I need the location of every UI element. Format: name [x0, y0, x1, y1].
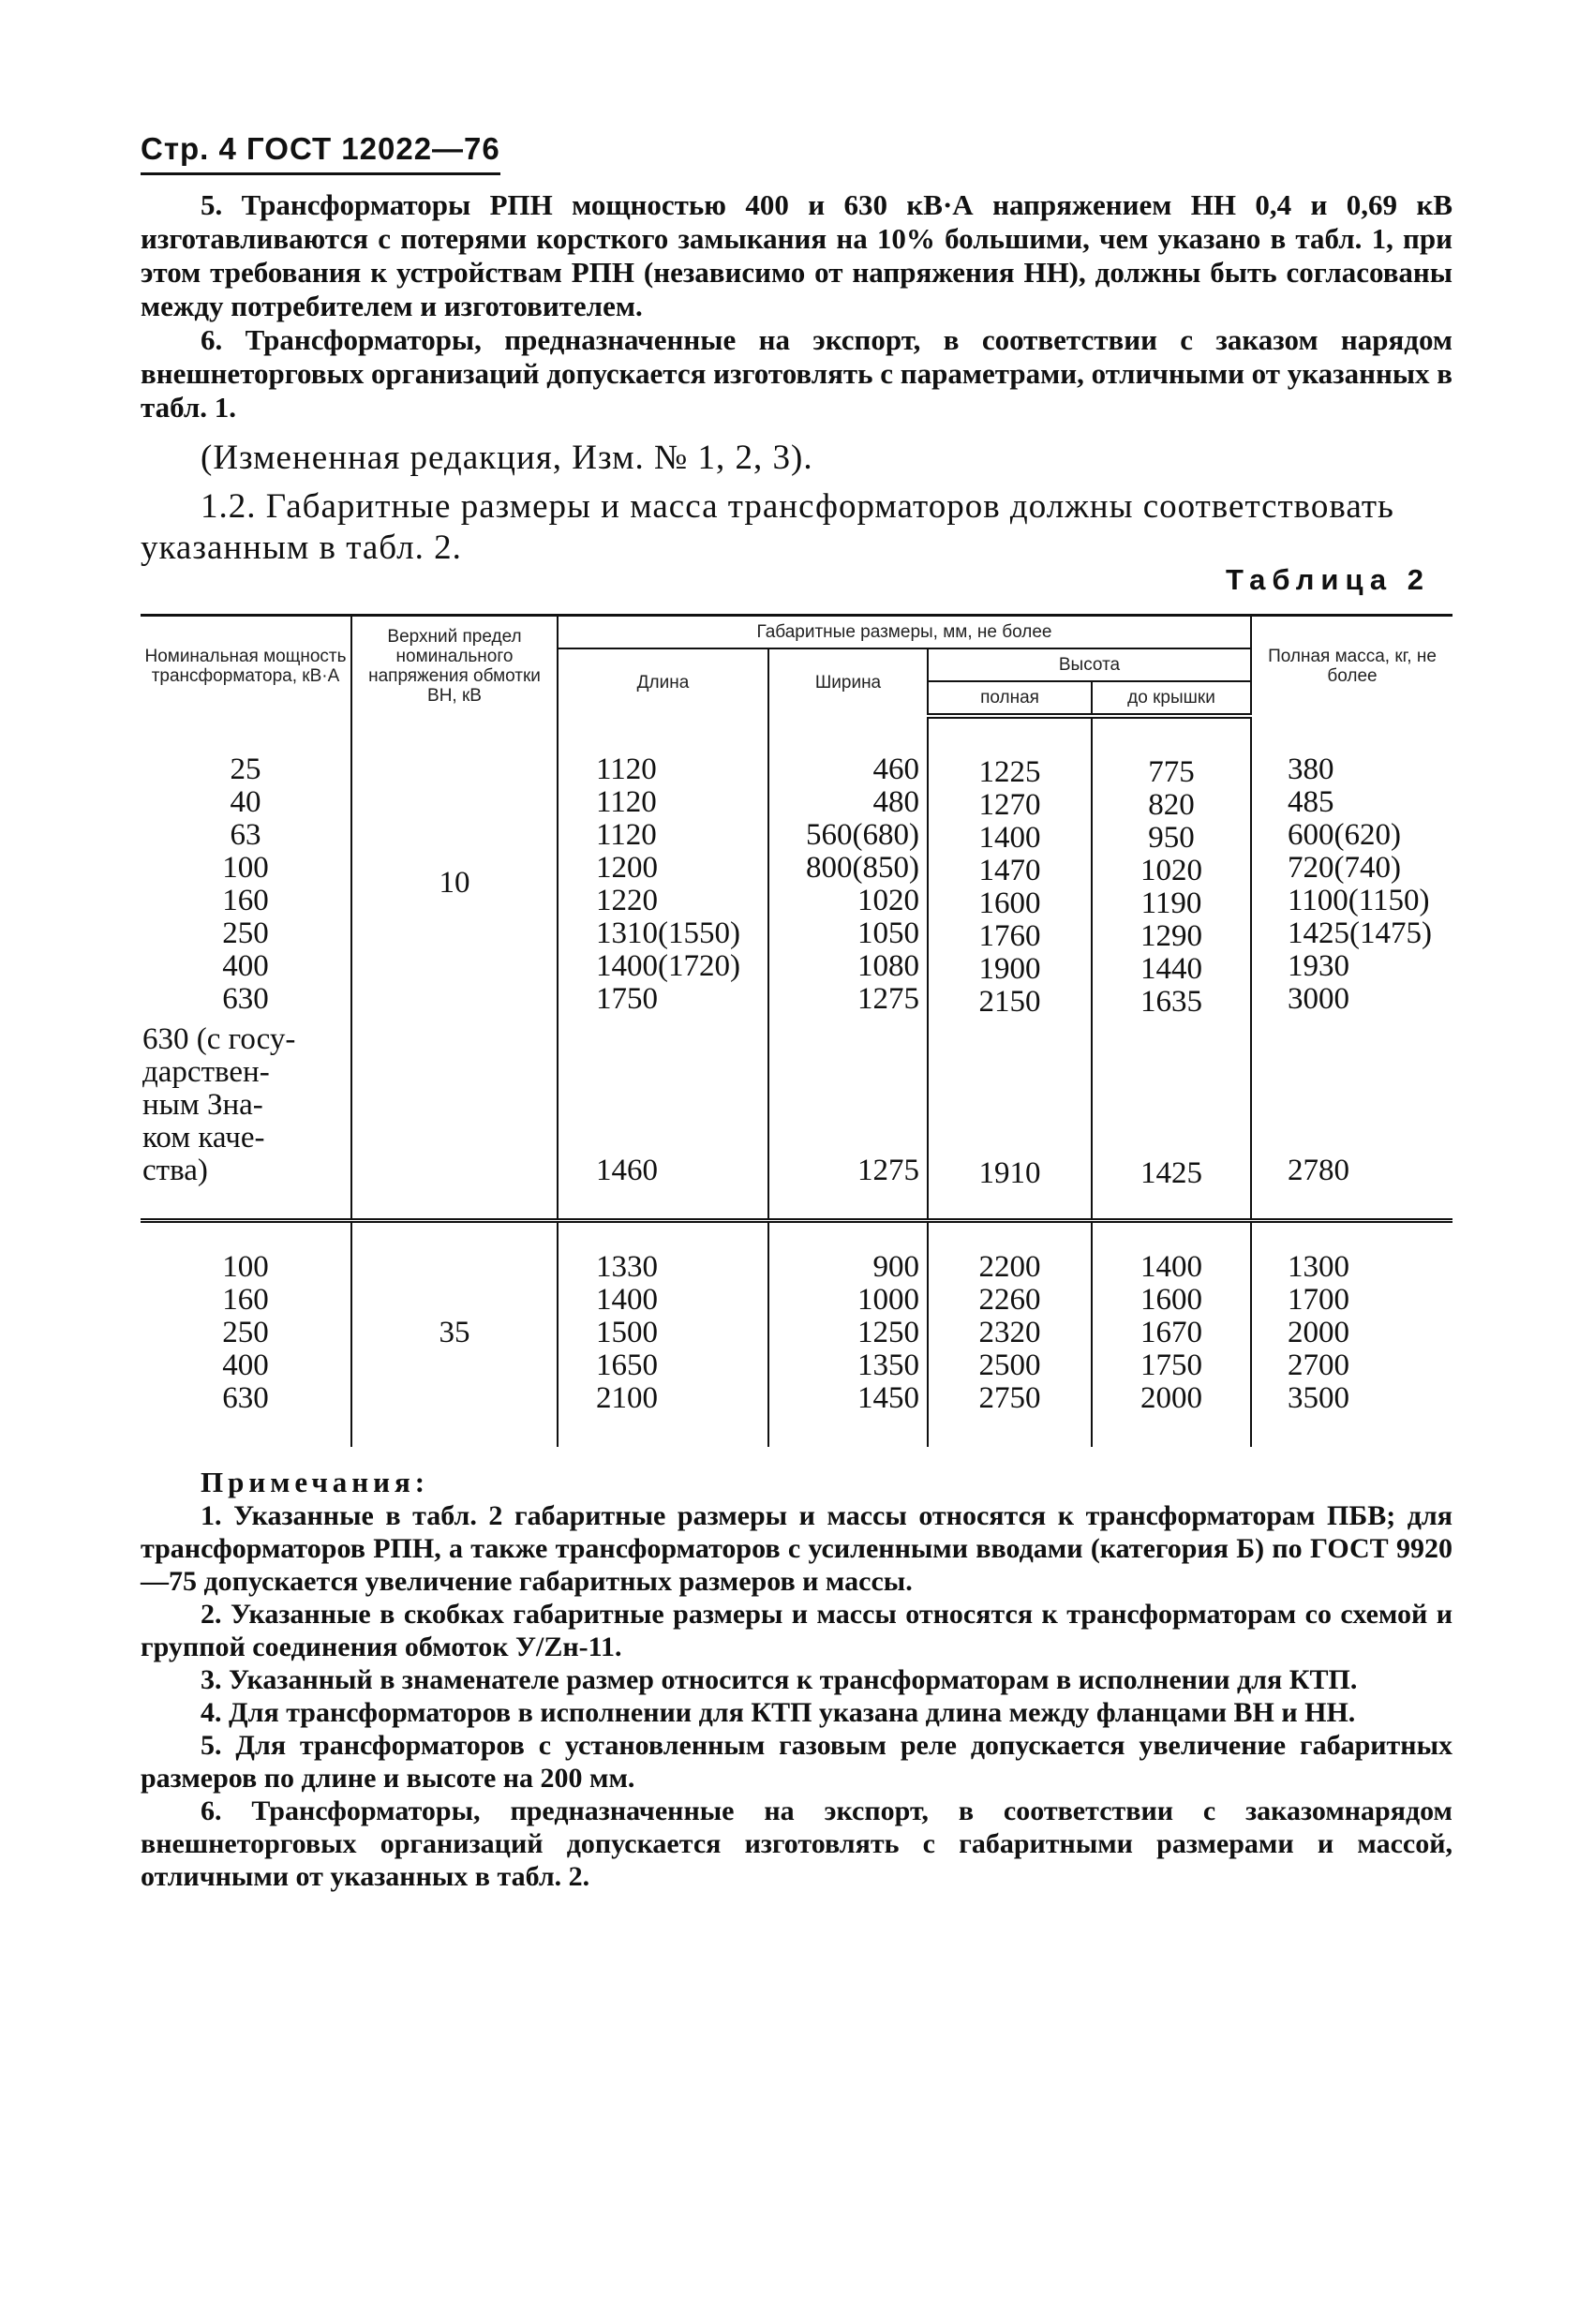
cell-value: 1600	[1140, 1283, 1202, 1317]
cell-value: 1220	[596, 884, 658, 917]
cell-value: 950	[1148, 821, 1195, 855]
paragraph-5: 5. Трансформаторы РПН мощностью 400 и 630 кВ·А напряжением НН 0,4 и 0,69 кВ изготавливаются с потерями корсткого замыкания на 10% большими, чем указано в табл. 1, при этом требования к устройствам РПН (независимо от напряжения НН), должны быть согласованы между потребителем и изготовителем.	[141, 188, 1452, 322]
cell-value: 2700	[1288, 1348, 1349, 1382]
cell-value: 630	[222, 1381, 269, 1415]
cell-value: 630	[222, 982, 269, 1016]
cell-value: 1425(1475)	[1288, 916, 1432, 950]
note-3: 3. Указанный в знаменателе размер относится к трансформаторам в исполнении для КТП.	[201, 1664, 1358, 1695]
cell-value: 400	[222, 949, 269, 983]
cell-value: 1120	[596, 752, 657, 786]
note-1: 1. Указанные в табл. 2 габаритные размеры и массы относятся к трансформаторам ПБВ; для трансформаторов РПН, а также трансформаторов с усиленными вводами (категория Б) по ГОСТ 9920—75 допускается увеличение габаритных размеров и массы.	[141, 1500, 1452, 1597]
cell-value: 1930	[1288, 949, 1349, 983]
section-1-2: 1.2. Габаритные размеры и масса трансформаторов должны соответствовать указанным в табл. 2.	[141, 487, 1394, 567]
cell-value: 900	[872, 1250, 919, 1284]
header-dims-group: Габаритные размеры, мм, не более	[558, 616, 1251, 649]
cell-value: 1250	[857, 1316, 919, 1349]
group1-length-cell	[558, 716, 768, 1221]
cell-value: 160	[222, 1283, 269, 1317]
cell-value: 1750	[596, 982, 658, 1016]
header-height-group: Высота	[928, 648, 1251, 681]
table-row-group-10kv	[141, 716, 1452, 1221]
header-upper-limit: Верхний предел номинального напряжения обмотки ВН, кВ	[351, 616, 558, 717]
paragraph-6: 6. Трансформаторы, предназначенные на экспорт, в соответствии с заказом нарядом внешнеторговых организаций допускается изготовлять с параметрами, отличными от указанных в табл. 1.	[141, 323, 1453, 424]
cell-value: 1500	[596, 1316, 658, 1349]
group2-height-lid-cell	[1092, 1221, 1251, 1448]
group2-width-cell	[768, 1221, 928, 1448]
cell-value: 720(740)	[1288, 851, 1401, 885]
cell-value: 1350	[857, 1348, 919, 1382]
cell-value: 1460	[596, 1154, 658, 1187]
note-5: 5. Для трансформаторов с установленным газовым реле допускается увеличение габаритных размеров по длине и высоте на 200 мм.	[141, 1730, 1452, 1794]
document-page	[141, 131, 1452, 1893]
cell-value: 250	[222, 916, 269, 950]
header-width: Ширина	[768, 648, 928, 716]
group1-mass-cell	[1251, 716, 1452, 1221]
cell-value: 1080	[857, 949, 919, 983]
note-6: 6. Трансформаторы, предназначенные на экспорт, в соответствии с заказомнарядом внешнеторговых организаций допускается изготовлять с габаритными размерами и массой, отличными от указанных в табл. 2.	[141, 1795, 1452, 1892]
cell-value: 1635	[1140, 985, 1202, 1019]
cell-value: 1200	[596, 851, 658, 885]
cell-value: 1760	[978, 919, 1041, 953]
cell-value: 480	[872, 785, 919, 819]
group2-length-cell	[558, 1221, 768, 1448]
group1-width-cell	[768, 716, 928, 1221]
cell-value: 1100(1150)	[1288, 884, 1430, 917]
cell-value: 1275	[857, 982, 919, 1016]
cell-value: 2500	[978, 1348, 1041, 1382]
cell-value: 1290	[1140, 919, 1202, 953]
cell-value: 1650	[596, 1348, 658, 1382]
cell-value: 1750	[1140, 1348, 1202, 1382]
cell-value: 250	[222, 1316, 269, 1349]
header-length: Длина	[558, 648, 768, 716]
cell-value: 2260	[978, 1283, 1041, 1317]
cell-value: 600(620)	[1288, 818, 1401, 852]
cell-value: 160	[222, 884, 269, 917]
table-caption: Таблица 2	[1225, 563, 1430, 596]
cell-value: 2000	[1288, 1316, 1349, 1349]
note-2: 2. Указанные в скобках габаритные размеры и массы относятся к трансформаторам со схемой и группой соединения обмоток У/Zн-11.	[141, 1599, 1452, 1662]
cell-value: 560(680)	[806, 818, 919, 852]
cell-value: 63	[230, 818, 261, 852]
cell-value: 3000	[1288, 982, 1349, 1016]
cell-value: 820	[1148, 788, 1195, 822]
cell-value: 1440	[1140, 952, 1202, 986]
group2-power-cell	[141, 1221, 351, 1448]
cell-value: 1120	[596, 818, 657, 852]
cell-value: 1600	[978, 886, 1041, 920]
cell-value: 1300	[1288, 1250, 1349, 1284]
cell-value: 2100	[596, 1381, 658, 1415]
cell-value: 40	[230, 785, 261, 819]
cell-value: 1000	[857, 1283, 919, 1317]
header-power: Номинальная мощность трансформатора, кВ·А	[141, 616, 351, 717]
page-header: Стр. 4 ГОСТ 12022—76	[141, 131, 500, 175]
cell-value: 100	[222, 1250, 269, 1284]
cell-value: 1270	[978, 788, 1041, 822]
header-height-full: полная	[928, 681, 1092, 716]
cell-value: 2750	[978, 1381, 1041, 1415]
group2-voltage: 35	[351, 1221, 558, 1448]
cell-value: 1310(1550)	[596, 916, 740, 950]
cell-value: 630 (с госу-	[142, 1022, 296, 1056]
cell-value: 1400	[596, 1283, 658, 1317]
cell-value: 100	[222, 851, 269, 885]
group1-height-lid-cell	[1092, 716, 1251, 1221]
edit-note: (Измененная редакция, Изм. № 1, 2, 3).	[201, 439, 813, 477]
cell-value: 380	[1288, 752, 1334, 786]
dimensions-table	[141, 614, 1452, 1447]
cell-value: 1400(1720)	[596, 949, 740, 983]
cell-value: 2320	[978, 1316, 1041, 1349]
cell-value: 3500	[1288, 1381, 1349, 1415]
cell-value: дарствен-	[142, 1055, 270, 1089]
cell-value: 1900	[978, 952, 1041, 986]
group1-power-cell	[141, 716, 351, 1221]
cell-value: 1050	[857, 916, 919, 950]
group2-mass-cell	[1251, 1221, 1452, 1448]
cell-value: 1425	[1140, 1156, 1202, 1190]
cell-value: 485	[1288, 785, 1334, 819]
group1-voltage	[351, 716, 558, 1221]
cell-value: 1400	[1140, 1250, 1202, 1284]
notes-title: Примечания:	[201, 1466, 430, 1498]
header-height-lid: до крышки	[1092, 681, 1251, 716]
cell-value: 1120	[596, 785, 657, 819]
cell-value: 775	[1148, 755, 1195, 789]
note-4: 4. Для трансформаторов в исполнении для КТП указана длина между фланцами ВН и НН.	[201, 1697, 1356, 1728]
cell-value: ства)	[142, 1154, 208, 1187]
cell-value: 25	[230, 752, 261, 786]
cell-value: 1020	[857, 884, 919, 917]
header-mass: Полная масса, кг, не более	[1251, 616, 1452, 717]
cell-value: ком каче-	[142, 1121, 265, 1155]
cell-value: 1910	[978, 1156, 1041, 1190]
cell-value: 2000	[1140, 1381, 1202, 1415]
table-row-group-35kv	[141, 1221, 1452, 1448]
cell-value: ным Зна-	[142, 1088, 263, 1122]
cell-value: 10	[439, 865, 470, 900]
cell-value: 1700	[1288, 1283, 1349, 1317]
cell-value: 2150	[978, 985, 1041, 1019]
group1-height-full-cell	[928, 716, 1092, 1221]
cell-value: 800(850)	[806, 851, 919, 885]
cell-value: 1275	[857, 1154, 919, 1187]
cell-value: 1450	[857, 1381, 919, 1415]
cell-value: 2200	[978, 1250, 1041, 1284]
cell-value: 400	[222, 1348, 269, 1382]
cell-value: 1020	[1140, 854, 1202, 887]
cell-value: 1470	[978, 854, 1041, 887]
cell-value: 1190	[1140, 886, 1202, 920]
cell-value: 1225	[978, 755, 1041, 789]
cell-value: 1400	[978, 821, 1041, 855]
cell-value: 2780	[1288, 1154, 1349, 1187]
cell-value: 460	[872, 752, 919, 786]
cell-value: 1330	[596, 1250, 658, 1284]
cell-value: 1670	[1140, 1316, 1202, 1349]
group2-height-full-cell	[928, 1221, 1092, 1448]
